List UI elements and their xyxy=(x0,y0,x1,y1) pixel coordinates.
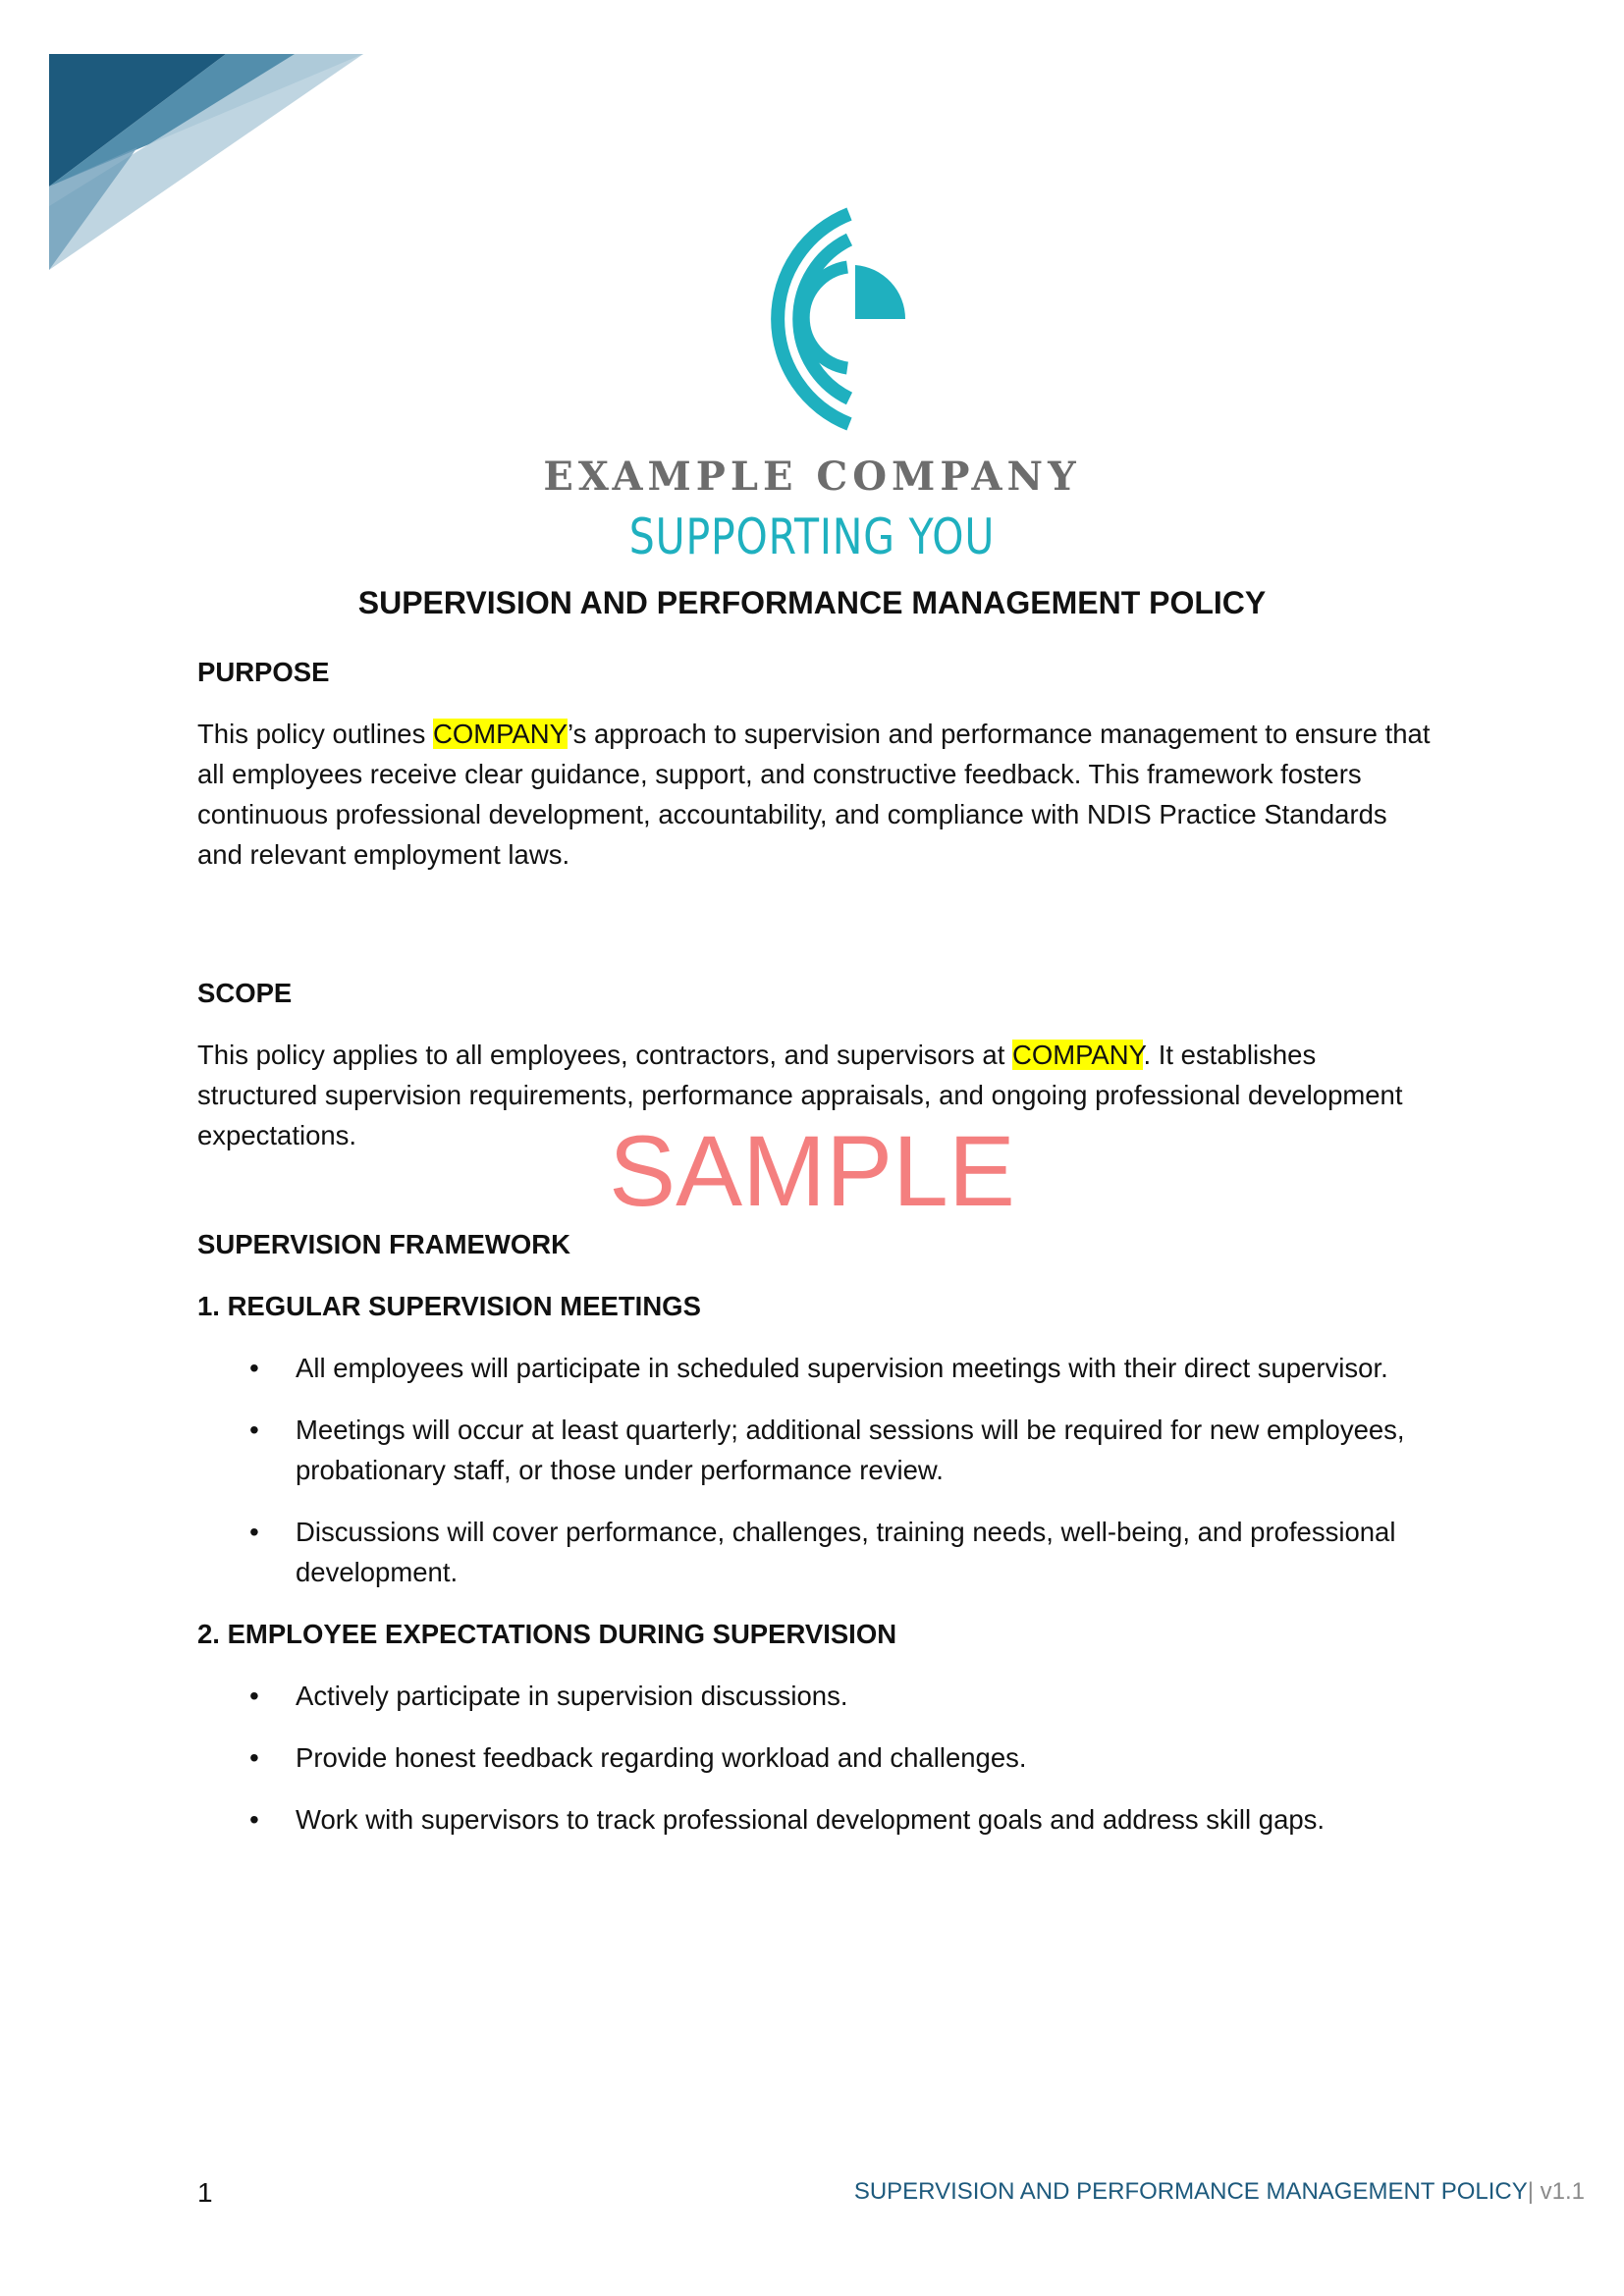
footer-version: v1.1 xyxy=(1533,2178,1585,2205)
purpose-paragraph xyxy=(197,714,1435,875)
purpose-text-start: This policy outlines xyxy=(197,719,433,749)
document-title: SUPERVISION AND PERFORMANCE MANAGEMENT POLICY xyxy=(357,585,1267,620)
section-heading: 2. EMPLOYEE EXPECTATIONS DURING SUPERVISION xyxy=(197,1619,897,1649)
footer xyxy=(854,2178,1585,2206)
bullet-list xyxy=(197,1676,1435,1840)
purpose-text-end: ’s approach to supervision and performance management to ensure that all employees receive clear guidance, support, and constructive feedback. This framework fosters continuous professional development, accountability, and compliance with NDIS Practice Standards and relevant employment laws. xyxy=(197,719,1431,870)
list-item: • All employees will participate in scheduled supervision meetings with their direct supervisor. xyxy=(197,1348,1435,1388)
list-item: • Discussions will cover performance, challenges, training needs, well-being, and professional development. xyxy=(197,1512,1435,1592)
company-tagline: SUPPORTING YOU xyxy=(628,508,996,565)
section-heading: 1. REGULAR SUPERVISION MEETINGS xyxy=(197,1291,701,1321)
supervision-framework-heading: SUPERVISION FRAMEWORK xyxy=(197,1229,570,1259)
scope-heading: SCOPE xyxy=(197,978,293,1008)
page-number: 1 xyxy=(197,2177,213,2208)
list-item: • Meetings will occur at least quarterly; additional sessions will be required for new employees, probationary staff, or those under performance review. xyxy=(197,1410,1435,1490)
footer-title: SUPERVISION AND PERFORMANCE MANAGEMENT POLICY xyxy=(853,2178,1528,2205)
list-item: • Work with supervisors to track professional development goals and address skill gaps. xyxy=(197,1799,1435,1840)
document-body xyxy=(197,652,1435,1861)
list-item: • Actively participate in supervision discussions. xyxy=(197,1676,1435,1716)
footer-separator: | xyxy=(1527,2178,1534,2205)
concentric-arcs-logo-icon xyxy=(722,206,918,432)
triangle-corner-decoration-icon xyxy=(0,0,393,294)
sample-watermark: SAMPLE xyxy=(609,1115,1015,1227)
company-placeholder-highlight: COMPANY xyxy=(1011,1040,1144,1070)
purpose-heading: PURPOSE xyxy=(197,657,330,687)
company-name: EXAMPLE COMPANY xyxy=(543,454,1081,500)
scope-text-start: This policy applies to all employees, contractors, and supervisors at xyxy=(197,1040,1012,1070)
scope-text-end: . It establishes structured supervision requirements, performance appraisals, and ongoing professional development expectations. xyxy=(197,1040,1403,1150)
company-placeholder-highlight: COMPANY xyxy=(432,719,568,749)
bullet-list xyxy=(197,1348,1435,1592)
list-item: • Provide honest feedback regarding workload and challenges. xyxy=(197,1737,1435,1778)
